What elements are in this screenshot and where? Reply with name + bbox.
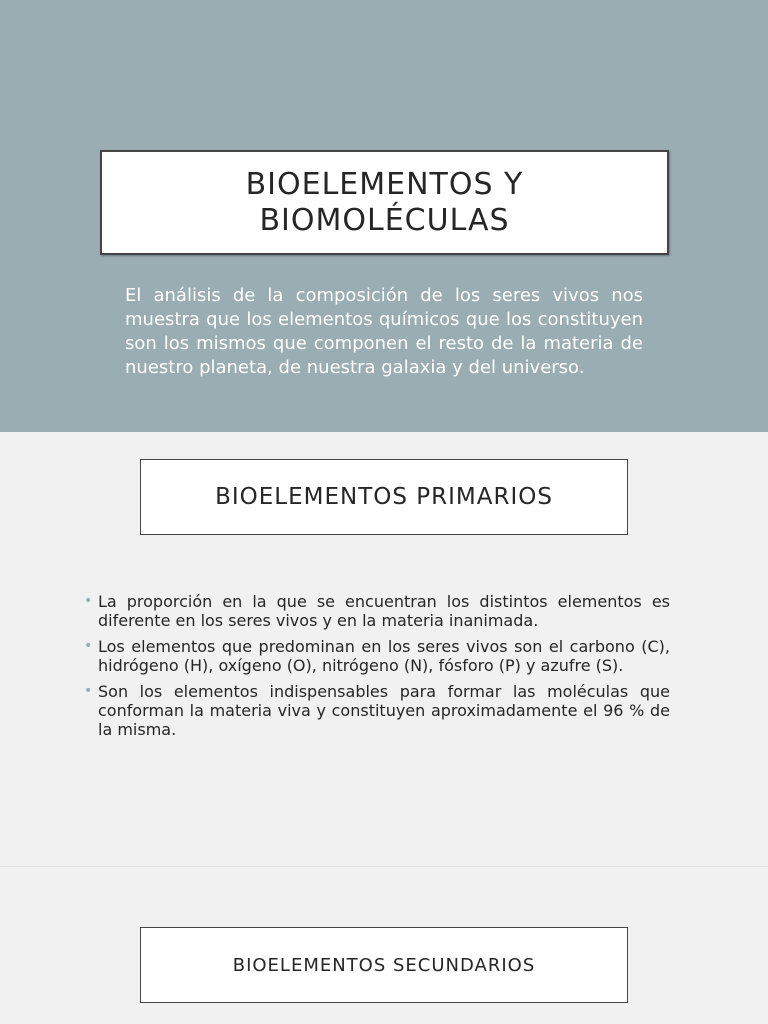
slide-title: BIOELEMENTOS Y BIOMOLÉCULAS xyxy=(245,166,524,238)
bullet-icon: • xyxy=(84,683,93,699)
slide-title-box xyxy=(100,150,669,255)
slide-title-box xyxy=(140,927,628,1003)
list-item-text: La proporción en la que se encuentran los distintos elementos es diferente en los seres vivos y en la materia inanimada. xyxy=(98,592,670,630)
bullet-icon: • xyxy=(84,593,93,609)
list-item xyxy=(84,592,670,630)
slide-bioelementos-y-biomoleculas xyxy=(0,0,768,432)
slide-bioelementos-primarios xyxy=(0,432,768,864)
slide-title: BIOELEMENTOS SECUNDARIOS xyxy=(232,954,536,976)
slide-title: BIOELEMENTOS PRIMARIOS xyxy=(215,484,553,510)
list-item xyxy=(84,682,670,739)
slide-title-box xyxy=(140,459,628,535)
list-item-text: Son los elementos indispensables para formar las moléculas que conforman la materia viva y constituyen aproximadamente el 96 % de la misma. xyxy=(98,682,670,739)
bullet-list xyxy=(84,592,670,746)
bullet-icon: • xyxy=(84,638,93,654)
list-item xyxy=(84,637,670,675)
list-item-text: Los elementos que predominan en los seres vivos son el carbono (C), hidrógeno (H), oxígeno (O), nitrógeno (N), fósforo (P) y azufre (S). xyxy=(98,637,670,675)
intro-paragraph: El análisis de la composición de los seres vivos nos muestra que los elementos químicos que los constituyen son los mismos que componen el resto de la materia de nuestro planeta, de nuestra galaxia y del universo. xyxy=(125,285,643,378)
slide-bioelementos-secundarios xyxy=(0,866,768,1024)
